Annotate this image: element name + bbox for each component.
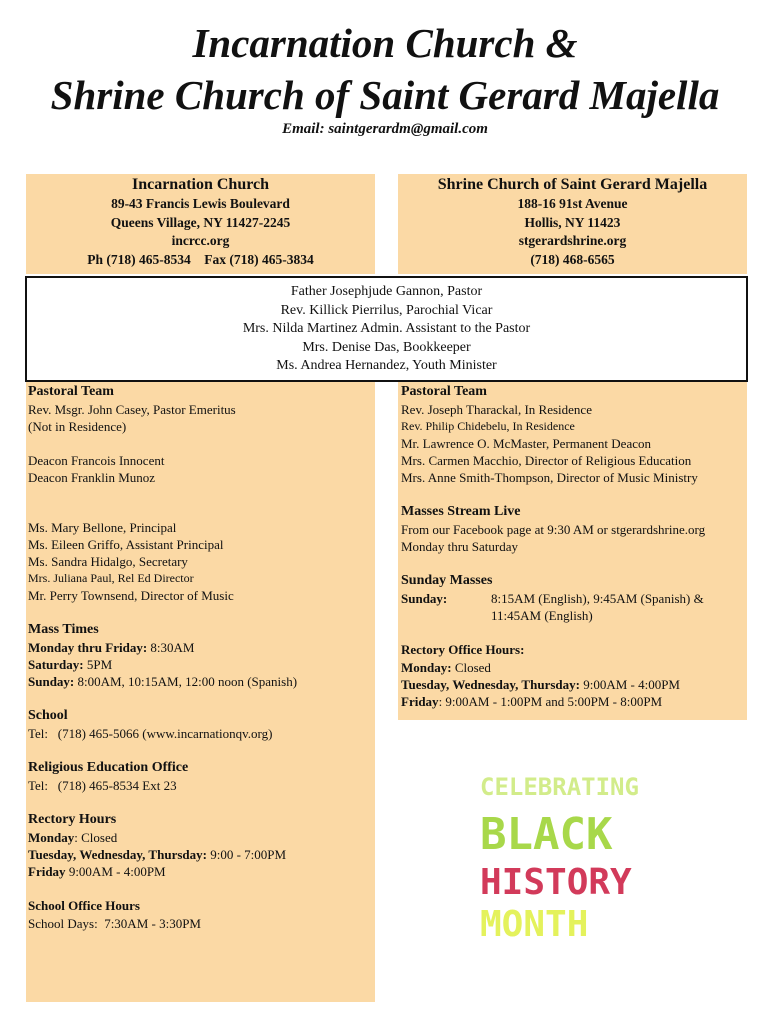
mass-saturday-label: Saturday: [28,657,84,672]
rectory-monday-value: : Closed [74,830,118,845]
incarnation-address-panel [26,174,375,274]
right-stream-line: Monday thru Saturday [401,539,518,554]
left-school-staff-item: Ms. Eileen Griffo, Assistant Principal [28,537,224,552]
staff-line: Mrs. Nilda Martinez Admin. Assistant to the Pastor [242,321,531,336]
left-deacon-item: Deacon Franklin Munoz [28,470,156,485]
rectory-monday-value: Closed [451,660,491,675]
right-pastoral-item: Mr. Lawrence O. McMaster, Permanent Deacon [401,436,651,451]
bhm-history: HISTORY [480,862,632,903]
incarnation-address2: Queens Village, NY 11427-2245 [110,214,291,230]
right-sunday-times-1: 8:15AM (English), 9:45AM (Spanish) & [491,591,704,606]
shrine-address1: 188-16 91st Avenue [517,196,628,211]
left-rectory-twt [28,846,373,863]
incarnation-name: Incarnation Church [131,176,270,193]
shrine-address2: Hollis, NY 11423 [524,214,621,230]
rectory-friday-value: : 9:00AM - 1:00PM and 5:00PM - 8:00PM [438,694,663,709]
left-school-staff-item: Mrs. Juliana Paul, Rel Ed Director [28,571,194,585]
bhm-celebrating: CELEBRATING [480,773,639,801]
mass-sunday-label: Sunday: [28,674,75,689]
right-rectory-twt [401,676,745,693]
shrine-info-column [401,383,745,710]
left-mass-heading: Mass Times [28,622,99,637]
mass-weekday-value: 8:30AM [147,640,195,655]
rectory-twt-label: Tuesday, Wednesday, Thursday: [401,677,580,692]
email-line: Email: saintgerardm@gmail.com [282,121,488,137]
left-mass-saturday [28,656,373,673]
right-pastoral-item: Rev. Philip Chidebelu, In Residence [401,419,575,433]
staff-line: Ms. Andrea Hernandez, Youth Minister [276,358,497,373]
shrine-website[interactable]: stgerardshrine.org [518,233,627,248]
right-pastoral-item: Mrs. Carmen Macchio, Director of Religious Education [401,453,692,468]
page-title-line2: Shrine Church of Saint Gerard Majella [50,72,720,118]
incarnation-phone-fax: Ph (718) 465-8534 Fax (718) 465-3834 [87,251,314,267]
left-pastoral-heading: Pastoral Team [28,384,114,399]
right-pastoral-item: Mrs. Anne Smith-Thompson, Director of Music Ministry [401,470,698,485]
right-rectory-heading: Rectory Office Hours: [401,642,525,657]
rectory-friday-label: Friday [401,694,439,709]
rectory-twt-value: 9:00 - 7:00PM [206,847,287,862]
black-history-month-graphic [480,772,680,952]
rectory-monday-label: Monday: [401,660,452,675]
left-rectory-friday [28,863,373,880]
incarnation-info-column [28,383,373,932]
bhm-black: BLACK [480,809,613,860]
left-pastoral-item: Rev. Msgr. John Casey, Pastor Emeritus [28,402,236,417]
left-mass-sunday [28,673,373,690]
right-rectory-friday [401,693,745,710]
left-school-heading: School [28,708,68,723]
rectory-twt-label: Tuesday, Wednesday, Thursday: [28,847,207,862]
left-school-office-days: School Days: 7:30AM - 3:30PM [28,916,201,931]
left-religed-heading: Religious Education Office [28,760,189,775]
left-school-tel: Tel: (718) 465-5066 (www.incarnationqv.org) [28,726,273,741]
right-sunday-times [491,590,745,624]
mass-sunday-value: 8:00AM, 10:15AM, 12:00 noon (Spanish) [74,674,298,689]
shrine-phone: (718) 468-6565 [530,251,615,267]
right-stream-heading: Masses Stream Live [401,504,521,519]
left-religed-tel: Tel: (718) 465-8534 Ext 23 [28,778,177,793]
shrine-address-panel [398,174,747,274]
bhm-month: MONTH [480,904,589,945]
mass-saturday-value: 5PM [83,657,113,672]
staff-line: Mrs. Denise Das, Bookkeeper [302,339,471,355]
rectory-twt-value: 9:00AM - 4:00PM [579,677,680,692]
staff-line: Rev. Killick Pierrilus, Parochial Vicar [280,302,493,318]
staff-line: Father Josephjude Gannon, Pastor [290,284,483,299]
page-title-line1: Incarnation Church & [192,20,578,66]
right-pastoral-item: Rev. Joseph Tharackal, In Residence [401,402,592,417]
left-school-office-heading: School Office Hours [28,898,140,913]
incarnation-website[interactable]: incrcc.org [171,233,230,248]
left-rectory-monday [28,829,373,846]
right-stream-line: From our Facebook page at 9:30 AM or stgerardshrine.org [401,522,706,537]
rectory-monday-label: Monday [28,830,75,845]
left-school-staff-item: Ms. Sandra Hidalgo, Secretary [28,554,188,569]
right-rectory-monday [401,659,745,676]
right-sunday-times-2: 11:45AM (English) [491,608,593,623]
right-sunday-label: Sunday: [401,591,448,606]
right-sunday-heading: Sunday Masses [401,573,493,588]
left-school-staff-item: Ms. Mary Bellone, Principal [28,520,177,535]
rectory-friday-label: Friday [28,864,66,879]
left-rectory-heading: Rectory Hours [28,812,117,827]
shared-staff-box [25,276,748,382]
incarnation-address1: 89-43 Francis Lewis Boulevard [111,196,290,211]
left-deacon-item: Deacon Francois Innocent [28,453,165,468]
left-school-staff-item: Mr. Perry Townsend, Director of Music [28,588,234,603]
right-pastoral-heading: Pastoral Team [401,384,487,399]
left-mass-weekday [28,639,373,656]
left-pastoral-item: (Not in Residence) [28,419,127,434]
shrine-name: Shrine Church of Saint Gerard Majella [437,176,708,193]
mass-weekday-label: Monday thru Friday: [28,640,148,655]
rectory-friday-value: 9:00AM - 4:00PM [65,864,166,879]
right-sunday-row [401,590,745,624]
